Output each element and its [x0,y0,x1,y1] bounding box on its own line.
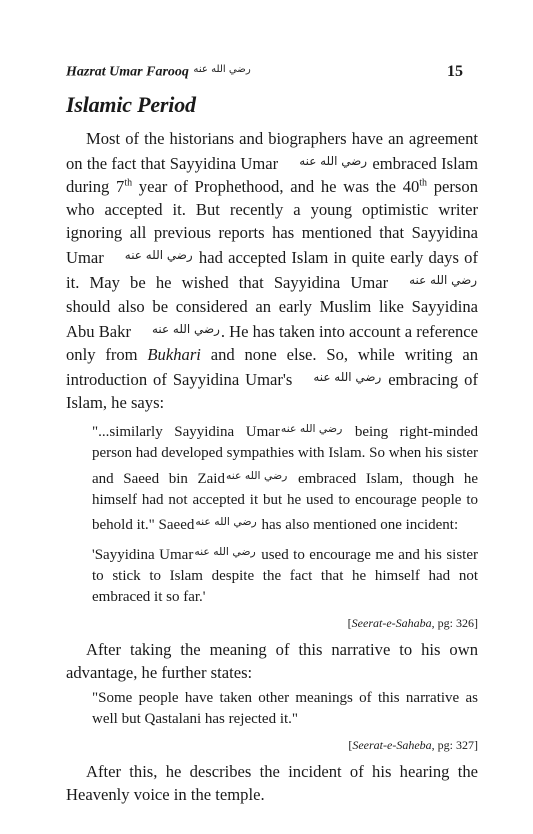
superscript: th [419,177,428,189]
superscript: th [124,177,133,189]
text-span: [ [348,737,353,752]
section-heading: Islamic Period [66,92,196,117]
text-span: used to encourage me and his sister to stick to Islam despite the fact that he himself had not embraced it so far.' [92,546,478,606]
text-span: "...similarly Sayyidina Umar [92,423,280,440]
honorific-icon: رضي الله عنه [225,468,288,482]
honorific-icon: رضي الله عنه [152,321,220,336]
quote-paragraph [92,418,478,537]
text-span: embracing of Islam, he says: [66,369,478,412]
honorific-icon: رضي الله عنه [280,421,343,435]
quote-paragraph [92,541,478,609]
honorific-icon: رضي الله عنه [193,64,251,75]
citation-1 [92,615,478,632]
text-span: [ [347,615,352,630]
text-span: person who accepted it. But recently a young optimistic writer ignoring all previous reports has mentioned that Sayyidina Umar [66,177,478,268]
citation-2 [92,737,478,754]
block-quote-2 [92,688,478,754]
honorific-icon: رضي الله عنه [124,248,193,263]
text-span: . He has taken into account a reference only from [66,321,478,364]
honorific-icon: رضي الله عنه [195,515,257,529]
text-span: 'Sayyidina Umar [92,546,194,563]
text-span: embraced Islam, though he himself had not accepted it but he used to encourage people to behold it." Saeed [92,470,478,534]
page-number: 15 [447,63,463,80]
text-span: should also be considered an early Muslim like Sayyidina Abu Bakr [66,296,478,341]
citation-source: Seerat-e-Saheba [352,737,432,752]
honorific-icon: رضي الله عنه [409,273,477,288]
paragraph-2: After taking the meaning of this narrative to his own advantage, he further states: [66,639,478,682]
text-span: , pg: 327] [431,737,478,752]
honorific-icon: رضي الله عنه [299,154,368,168]
honorific-icon: رضي الله عنه [194,544,256,558]
running-head [66,64,252,81]
paragraph-3: After this, he describes the incident of his hearing the Heavenly voice in the temple. [66,761,478,804]
honorific-icon: رضي الله عنه [313,369,382,384]
text-span: year of Prophethood, and he was the 40 [132,177,420,197]
text-span: being right-minded person had developed sympathies with Islam. So when his sister and Saeed bin Zaid [92,423,478,487]
text-span: has also mentioned one incident: [257,517,459,534]
body-text [66,127,478,806]
text-span: Most of the historians and biographers have an agreement on the fact that Sayyidina Umar [66,129,478,174]
citation-source: Seerat-e-Sahaba [351,615,432,630]
text-span: , pg: 326] [431,615,478,630]
block-quote-1 [92,418,478,632]
book-title: Bukhari [147,344,201,364]
text-span: embraced Islam during 7 [66,154,478,197]
running-title: Hazrat Umar Farooq [66,64,189,80]
paragraph-1 [66,127,478,414]
quote-paragraph: "Some people have taken other meanings of this narrative as well but Qastalani has rejected it." [92,689,478,728]
text-span: and none else. So, while writing an introduction of Sayyidina Umar's [66,344,478,389]
text-span: had accepted Islam in quite early days of it. May be he wished that Sayyidina Umar [66,248,478,293]
